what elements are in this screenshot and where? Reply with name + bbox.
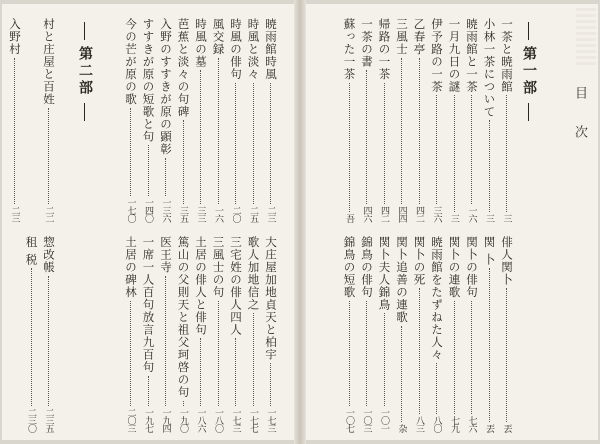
toc-entry-page: 三 [501,214,512,222]
toc-entry-title: すすきが原の短歌と句 [141,18,156,143]
toc-entry-title: 時風の俳句 [229,18,243,81]
dot-leader [454,95,456,212]
dot-leader [436,95,438,204]
dot-leader [31,268,33,406]
part-heading [518,22,540,121]
toc-entry[interactable] [159,236,173,432]
toc-entry-title: 伊予路の一茶 [430,18,444,93]
dot-leader [200,338,202,406]
toc-entry[interactable] [8,18,22,222]
toc-entry-title: 一茶の書 [360,18,374,68]
dot-leader [489,268,491,422]
toc-entry-title: 一茶と暁雨館 [500,18,514,93]
toc-entry[interactable] [343,236,357,432]
toc-entry-page: 一九四 [160,408,171,432]
toc-entry[interactable] [395,236,409,432]
toc-entry-title: 錦鳥の短歌 [342,236,357,299]
toc-entry-title: 関卜の死 [412,236,427,286]
part-heading [74,22,96,121]
part-heading-text: 第二部 [77,46,93,97]
toc-entry-title: 暁雨館をたずねた人々 [430,236,444,361]
toc-entry-title: 暁雨館と一茶 [465,18,479,93]
toc-entry-page: 一〇七 [344,408,354,432]
toc-entry[interactable] [413,18,427,222]
toc-entry-title: 入野のすすきが原の顕彰 [159,18,173,156]
dot-leader [235,338,237,406]
toc-entry-page: 一六 [213,206,223,222]
toc-entry[interactable] [483,236,497,432]
right-page [306,4,598,440]
toc-entry[interactable] [159,18,173,222]
dot-leader [165,158,167,197]
dot-leader [253,313,255,406]
toc-entry[interactable] [360,18,374,222]
dot-leader [270,363,272,406]
toc-entry-title: 俳人関卜 [500,236,514,286]
toc-entry-title: 蘇った一茶 [342,18,357,81]
toc-entry-page: 吾 [344,214,354,222]
dot-leader [401,58,403,205]
toc-entry[interactable] [413,236,427,432]
toc-entry-title: 芭蕉と淡々の句碑 [176,18,191,118]
toc-entry[interactable] [124,236,138,432]
toc-entry[interactable] [194,18,208,222]
toc-entry-title: 錦鳥の俳句 [360,236,374,299]
toc-entry[interactable] [142,18,156,222]
dot-leader [506,288,508,422]
toc-entry-page: 四六 [361,206,372,222]
toc-entry-page: 二三五 [43,408,54,432]
toc-entry[interactable] [177,236,191,432]
toc-entry[interactable] [212,18,226,222]
book-gutter [294,0,306,444]
toc-entry[interactable] [448,18,462,222]
toc-entry-title: 大庄屋加地貞天と柏宇 [264,236,278,361]
dot-leader [419,58,421,205]
toc-entry-page: 一七〇 [125,198,136,222]
toc-entry-title: 帰路の一茶 [377,18,392,81]
toc-entry-title: 関卜の俳句 [465,236,479,299]
toc-entry[interactable] [177,18,191,222]
dot-leader [384,83,386,205]
dot-leader [48,276,50,407]
toc-entry-page: 一八六 [195,408,206,432]
toc-entry-page: 一九七 [143,408,153,432]
toc-entry-title: 小林一茶について [482,18,497,118]
toc-entry-page: 二三 [265,206,276,222]
toc-entry-page: 三六 [431,206,442,222]
dot-leader [454,301,456,415]
dot-leader [401,326,403,423]
heading-rule [528,22,530,40]
toc-entry[interactable] [500,18,514,222]
toc-entry-title: 租 税 [24,236,39,266]
toc-entry[interactable] [430,18,444,222]
toc-entry[interactable] [194,236,208,432]
toc-entry[interactable] [360,236,374,432]
toc-entry-title: 医王寺 [159,236,173,274]
toc-entry[interactable] [212,236,226,432]
toc-entry[interactable] [430,236,444,432]
toc-entry[interactable] [378,236,392,432]
toc-entry[interactable] [247,18,261,222]
toc-entry-title: 一席一人百句放言九百句 [141,236,156,374]
toc-entry-title: 関卜の連歌 [447,236,462,299]
toc-entry-page: 丟 [501,424,512,432]
toc-entry-page: 一三六 [160,198,171,222]
dot-leader [183,401,185,407]
dot-leader [148,376,150,407]
toc-entry-title: 惣改帳 [42,236,56,274]
toc-entry-title: 今の芒が原の歌 [124,18,138,106]
toc-entry[interactable] [264,18,278,222]
toc-entry[interactable] [378,18,392,222]
toc-entry-page: 八〇 [431,416,442,432]
toc-entry-page: 一九〇 [178,408,188,432]
toc-entry-title: 村と庄屋と百姓 [42,18,56,106]
dot-leader [218,301,220,407]
toc-entry[interactable] [42,18,56,222]
toc-entry[interactable] [448,236,462,432]
heading-rule [528,103,530,121]
toc-entry-page: 八三 [414,416,424,432]
dot-leader [366,70,368,204]
toc-entry-page: 二〇 [230,206,241,222]
toc-entry-page: 二五 [248,206,258,222]
toc-entry-page: 二〇三 [125,408,136,432]
dot-leader [471,95,473,204]
toc-entry-title: 時風の墓 [194,18,208,68]
heading-rule [84,22,86,40]
toc-entry-page: 一四〇 [143,198,153,222]
toc-entry-title: 関 卜 [482,236,497,266]
toc-entry-title: 土居の碑林 [124,236,138,299]
faint-bleed-through [576,8,596,68]
toc-entry-page: 一〇一 [379,408,389,432]
dot-leader [218,58,220,205]
toc-entry-page: 四四 [396,206,407,222]
toc-entry-title: 乙春亭 [412,18,427,56]
toc-entry-title: 時風と淡々 [246,18,261,81]
toc-entry[interactable] [500,236,514,432]
dot-leader [130,301,132,407]
dot-leader [366,301,368,407]
toc-entry-page: 三五 [178,206,188,222]
dot-leader [165,276,167,407]
dot-leader [436,363,438,414]
toc-entry[interactable] [229,236,243,432]
toc-entry-page: 三 [449,214,459,222]
toc-entry[interactable] [25,236,39,432]
toc-entry-page: 七六 [466,416,477,432]
dot-leader [349,301,351,407]
dot-leader [419,288,421,414]
dot-leader [235,83,237,205]
toc-entry[interactable] [465,236,479,432]
toc-entry-title: 入野村 [8,18,22,56]
heading-rule [84,103,86,121]
toc-entry-title: 関卜追善の連歌 [395,236,409,324]
left-page [2,4,294,440]
toc-entry-page: 七九 [449,416,459,432]
toc-entry-page: 二三 [9,206,20,222]
toc-entry-page: 四二 [379,206,389,222]
toc-entry-page: 杂 [396,424,407,432]
toc-entry-title: 土居の俳人と俳句 [194,236,208,336]
toc-entry[interactable] [264,236,278,432]
toc-entry-page: 丟 [484,424,494,432]
dot-leader [130,108,132,197]
toc-entry-page: 一七三 [265,408,276,432]
dot-leader [253,83,255,205]
toc-entry-page: 一七七 [248,408,258,432]
toc-entry[interactable] [483,18,497,222]
toc-entry[interactable] [42,236,56,432]
toc-entry-page: 一六 [466,206,477,222]
toc-entry-page: 一〇三 [361,408,372,432]
dot-leader [200,70,202,204]
dot-leader [183,120,185,204]
toc-entry[interactable] [465,18,479,222]
dot-leader [489,120,491,212]
dot-leader [48,108,50,205]
toc-entry-page: 三 [484,214,494,222]
toc-entry-page: 一八〇 [213,408,223,432]
dot-leader [270,83,272,205]
toc-entry-page: 四二 [414,206,424,222]
toc-entry-title: 三風士の句 [211,236,226,299]
toc-entry[interactable] [343,18,357,222]
dot-leader [349,83,351,213]
toc-entry-title: 一月九日の謎 [447,18,462,93]
part-heading-text: 第一部 [521,46,537,97]
toc-entry-title: 歌人加地信之 [246,236,261,311]
toc-entry[interactable] [395,18,409,222]
toc-entry-title: 風交録 [211,18,226,56]
toc-entry[interactable] [247,236,261,432]
toc-entry[interactable] [142,236,156,432]
toc-entry-title: 三風士 [395,18,409,56]
dot-leader [506,95,508,212]
toc-title: 目次 [572,86,587,164]
dot-leader [148,145,150,196]
toc-entry[interactable] [124,18,138,222]
toc-entry-title: 暁雨館時風 [264,18,278,81]
toc-entry[interactable] [229,18,243,222]
toc-entry-page: 三三 [195,206,206,222]
toc-entry-page: 一七三 [230,408,241,432]
dot-leader [471,301,473,415]
toc-entry-page: 二三〇 [26,408,36,432]
toc-entry-title: 関卜夫人錦鳥 [377,236,392,311]
dot-leader [14,58,16,205]
toc-entry-title: 篤山の父則天と祖父珂啓の句 [176,236,191,399]
toc-entry-title: 三宅姓の俳人四人 [229,236,243,336]
dot-leader [384,313,386,406]
toc-entry-page: 二二 [43,206,54,222]
